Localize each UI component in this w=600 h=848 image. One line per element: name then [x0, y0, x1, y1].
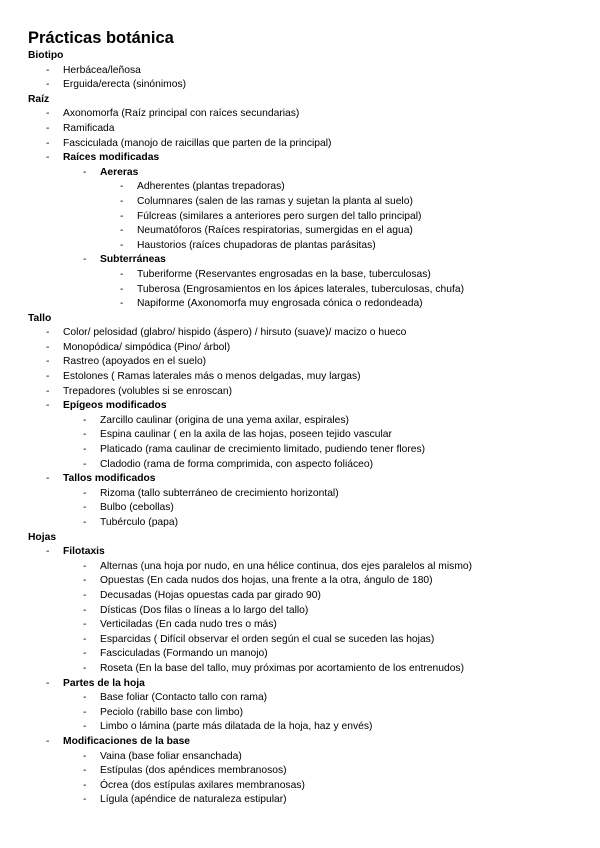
list-item — [0, 516, 600, 531]
section-heading-text: Tallo — [28, 312, 52, 324]
subheading-item — [0, 166, 600, 181]
section-heading — [0, 312, 600, 327]
list-item-text: Ramificada — [63, 122, 115, 134]
list-item — [0, 443, 600, 458]
list-item-text: Rastreo (apoyados en el suelo) — [63, 356, 207, 368]
bullet-dash: - — [46, 371, 50, 383]
list-item-text: Color/ pelosidad (glabro/ hispido (áspero) / hirsuto (suave)/ macizo o hueco — [63, 327, 407, 339]
subheading-item — [0, 151, 600, 166]
subheading-item-text: Raíces modificadas — [63, 152, 160, 164]
bullet-dash: - — [120, 298, 124, 310]
list-item — [0, 107, 600, 122]
list-item-text: Cladodio (rama de forma comprimida, con aspecto foliáceo) — [100, 458, 373, 470]
list-item-text: Ócrea (dos estípulas axilares membranosas) — [100, 779, 305, 791]
bullet-dash: - — [120, 210, 124, 222]
bullet-dash: - — [120, 195, 124, 207]
list-item — [0, 355, 600, 370]
outline-body — [0, 49, 600, 808]
list-item-text: Bulbo (cebollas) — [100, 502, 174, 514]
list-item-text: Vaina (base foliar ensanchada) — [100, 750, 242, 762]
list-item-text: Dísticas (Dos filas o líneas a lo largo del tallo) — [100, 604, 309, 616]
subheading-item — [0, 735, 600, 750]
bullet-dash: - — [46, 64, 50, 76]
bullet-dash: - — [83, 633, 87, 645]
bullet-dash: - — [46, 356, 50, 368]
list-item — [0, 779, 600, 794]
list-item-text: Verticiladas (En cada nudo tres o más) — [100, 619, 277, 631]
document-title: Prácticas botánica — [28, 29, 174, 47]
list-item — [0, 604, 600, 619]
list-item-text: Lígula (apéndice de naturaleza estipular) — [100, 794, 287, 806]
bullet-dash: - — [83, 560, 87, 572]
bullet-dash: - — [46, 152, 50, 164]
list-item — [0, 122, 600, 137]
list-item — [0, 428, 600, 443]
bullet-dash: - — [46, 108, 50, 120]
list-item — [0, 341, 600, 356]
bullet-dash: - — [83, 706, 87, 718]
list-item — [0, 618, 600, 633]
list-item — [0, 283, 600, 298]
list-item — [0, 414, 600, 429]
list-item-text: Espina caulinar ( en la axila de las hojas, poseen tejido vascular — [100, 429, 392, 441]
bullet-dash: - — [46, 473, 50, 485]
list-item-text: Fúlcreas (similares a anteriores pero surgen del tallo principal) — [137, 210, 422, 222]
subheading-item — [0, 253, 600, 268]
bullet-dash: - — [83, 779, 87, 791]
list-item-text: Herbácea/leñosa — [63, 64, 141, 76]
list-item — [0, 633, 600, 648]
bullet-dash: - — [46, 341, 50, 353]
bullet-dash: - — [83, 662, 87, 674]
list-item-text: Monopódica/ simpódica (Pino/ árbol) — [63, 341, 231, 353]
list-item-text: Alternas (una hoja por nudo, en una hélice continua, dos ejes paralelos al mismo) — [100, 560, 473, 572]
subheading-item — [0, 545, 600, 560]
bullet-dash: - — [83, 517, 87, 528]
list-item-text: Opuestas (En cada nudos dos hojas, una frente a la otra, ángulo de 180) — [100, 575, 433, 587]
list-item-text: Tuberiforme (Reservantes engrosadas en la base, tuberculosas) — [137, 268, 431, 280]
list-item-text: Peciolo (rabillo base con limbo) — [100, 706, 244, 718]
list-item-text: Trepadores (volubles si se enroscan) — [63, 385, 233, 397]
section-heading-text: Raíz — [28, 93, 50, 105]
bullet-dash: - — [83, 604, 87, 616]
subheading-item — [0, 399, 600, 414]
list-item — [0, 78, 600, 93]
list-item — [0, 662, 600, 677]
list-item-text: Napiforme (Axonomorfa muy engrosada cónica o redondeada) — [137, 298, 423, 310]
subheading-item-text: Tallos modificados — [63, 473, 156, 485]
bullet-dash: - — [83, 458, 87, 470]
bullet-dash: - — [46, 735, 50, 747]
list-item-text: Tubérculo (papa) — [100, 517, 179, 528]
list-item — [0, 268, 600, 283]
list-item-text: Adherentes (plantas trepadoras) — [137, 181, 285, 193]
subheading-item — [0, 677, 600, 692]
list-item — [0, 210, 600, 225]
list-item-text: Neumatóforos (Raíces respiratorias, sumergidas en el agua) — [137, 225, 413, 237]
subheading-item-text: Aereras — [100, 166, 139, 178]
list-item — [0, 501, 600, 516]
list-item-text: Tuberosa (Engrosamientos en los ápices laterales, tuberculosas, chufa) — [137, 283, 465, 295]
list-item-text: Limbo o lámina (parte más dilatada de la hoja, haz y envés) — [100, 721, 373, 733]
bullet-dash: - — [83, 444, 87, 456]
bullet-dash: - — [83, 692, 87, 704]
list-item — [0, 385, 600, 400]
bullet-dash: - — [83, 166, 87, 178]
list-item-text: Zarcillo caulinar (origina de una yema axilar, espirales) — [100, 414, 349, 426]
section-heading — [0, 49, 600, 64]
bullet-dash: - — [46, 677, 50, 689]
bullet-dash: - — [46, 385, 50, 397]
list-item — [0, 750, 600, 765]
bullet-dash: - — [46, 327, 50, 339]
list-item — [0, 574, 600, 589]
list-item — [0, 370, 600, 385]
list-item-text: Axonomorfa (Raíz principal con raíces secundarias) — [63, 108, 300, 120]
bullet-dash: - — [83, 619, 87, 631]
list-item — [0, 560, 600, 575]
bullet-dash: - — [83, 648, 87, 660]
list-item — [0, 195, 600, 210]
list-item — [0, 297, 600, 312]
list-item-text: Fasciculadas (Formando un manojo) — [100, 648, 268, 660]
list-item-text: Erguida/erecta (sinónimos) — [63, 79, 187, 91]
list-item-text: Columnares (salen de las ramas y sujetan la planta al suelo) — [137, 195, 413, 207]
bullet-dash: - — [83, 794, 87, 806]
section-heading-text: Hojas — [28, 531, 57, 543]
list-item — [0, 180, 600, 195]
list-item — [0, 647, 600, 662]
list-item — [0, 589, 600, 604]
list-item — [0, 706, 600, 721]
bullet-dash: - — [120, 268, 124, 280]
subheading-item-text: Partes de la hoja — [63, 677, 145, 689]
list-item-text: Platicado (rama caulinar de crecimiento limitado, pudiendo tener flores) — [100, 444, 426, 456]
list-item — [0, 239, 600, 254]
bullet-dash: - — [83, 575, 87, 587]
bullet-dash: - — [83, 750, 87, 762]
subheading-item-text: Epígeos modificados — [63, 400, 167, 412]
list-item-text: Roseta (En la base del tallo, muy próximas por acortamiento de los entrenudos) — [100, 662, 465, 674]
bullet-dash: - — [83, 502, 87, 514]
section-heading — [0, 93, 600, 108]
bullet-dash: - — [120, 283, 124, 295]
bullet-dash: - — [120, 181, 124, 193]
list-item-text: Estípulas (dos apéndices membranosos) — [100, 765, 287, 777]
bullet-dash: - — [46, 546, 50, 558]
list-item-text: Haustorios (raíces chupadoras de plantas parásitas) — [137, 239, 376, 251]
bullet-dash: - — [83, 414, 87, 426]
bullet-dash: - — [120, 239, 124, 251]
list-item-text: Estolones ( Ramas laterales más o menos delgadas, muy largas) — [63, 371, 361, 383]
list-item — [0, 458, 600, 473]
subheading-item-text: Filotaxis — [63, 546, 105, 558]
section-heading-text: Biotipo — [28, 50, 64, 61]
bullet-dash: - — [83, 765, 87, 777]
subheading-item-text: Subterráneas — [100, 254, 166, 266]
bullet-dash: - — [46, 79, 50, 91]
bullet-dash: - — [83, 254, 87, 266]
bullet-dash: - — [120, 225, 124, 237]
list-item-text: Esparcidas ( Difícil observar el orden según el cual se suceden las hojas) — [100, 633, 435, 645]
list-item — [0, 720, 600, 735]
list-item — [0, 326, 600, 341]
list-item — [0, 764, 600, 779]
bullet-dash: - — [83, 721, 87, 733]
list-item-text: Rizoma (tallo subterráneo de crecimiento horizontal) — [100, 487, 339, 499]
bullet-dash: - — [46, 400, 50, 412]
list-item — [0, 487, 600, 502]
list-item — [0, 224, 600, 239]
subheading-item-text: Modificaciones de la base — [63, 735, 191, 747]
bullet-dash: - — [46, 122, 50, 134]
bullet-dash: - — [83, 429, 87, 441]
bullet-dash: - — [83, 589, 87, 601]
list-item — [0, 691, 600, 706]
bullet-dash: - — [83, 487, 87, 499]
list-item-text: Base foliar (Contacto tallo con rama) — [100, 692, 268, 704]
list-item — [0, 64, 600, 79]
list-item — [0, 137, 600, 152]
list-item-text: Decusadas (Hojas opuestas cada par girado 90) — [100, 589, 321, 601]
section-heading — [0, 531, 600, 546]
list-item — [0, 793, 600, 808]
list-item-text: Fasciculada (manojo de raicillas que parten de la principal) — [63, 137, 332, 149]
bullet-dash: - — [46, 137, 50, 149]
subheading-item — [0, 472, 600, 487]
